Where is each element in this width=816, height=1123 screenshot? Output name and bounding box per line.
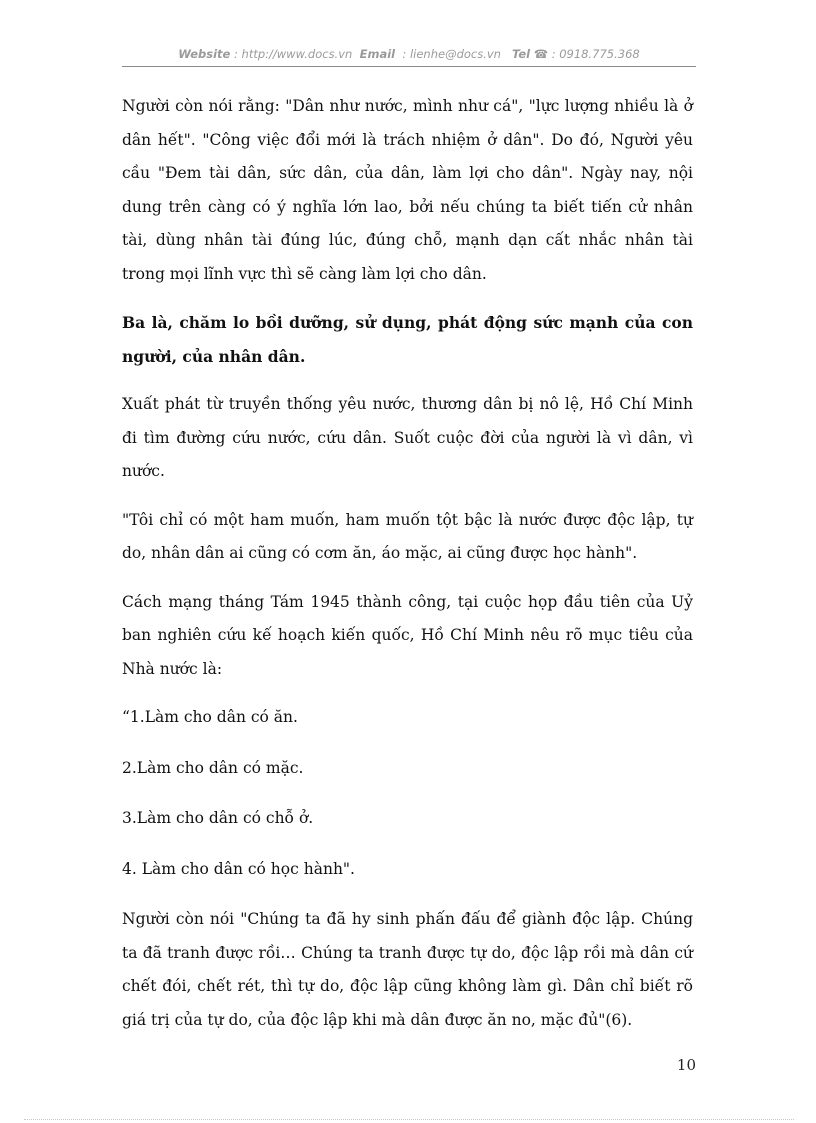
website-value: : http://www.docs.vn	[234, 47, 353, 61]
email-label: Email	[359, 47, 396, 61]
document-body	[122, 90, 693, 1052]
paragraph-2: Xuất phát từ truyền thống yêu nước, thương dân bị nô lệ, Hồ Chí Minh đi tìm đường cứu nước, cứu dân. Suốt cuộc đời của người là vì dân, vì nước.	[122, 395, 693, 480]
header-divider	[122, 66, 696, 67]
section-heading: Ba là, chăm lo bồi dưỡng, sử dụng, phát động sức mạnh của con người, của nhân dân.	[122, 313, 693, 366]
page-number: 10	[676, 1056, 696, 1074]
tel-value: : 0918.775.368	[551, 47, 640, 61]
quote-paragraph: "Tôi chỉ có một ham muốn, ham muốn tột bậc là nước được độc lập, tự do, nhân dân ai cũng có cơm ăn, áo mặc, ai cũng được học hành".	[122, 510, 693, 562]
website-label: Website	[178, 47, 231, 61]
list-item-3: 3.Làm cho dân có chỗ ở.	[122, 809, 314, 827]
paragraph-3: Cách mạng tháng Tám 1945 thành công, tại cuộc họp đầu tiên của Uỷ ban nghiên cứu kế hoạch kiến quốc, Hồ Chí Minh nêu rõ mục tiêu của Nhà nước là:	[122, 592, 693, 678]
tel-label: Tel	[511, 47, 531, 61]
page-bottom-border	[24, 1119, 794, 1120]
page-header	[122, 47, 696, 61]
paragraph-1: Người còn nói rằng: "Dân như nước, mình như cá", "lực lượng nhiều là ở dân hết". "Công việc đổi mới là trách nhiệm ở dân". Do đó, Người yêu cầu "Đem tài dân, sức dân, của dân, làm lợi cho dân". Ngày nay, nội dung trên càng có ý nghĩa lớn lao, bởi nếu chúng ta biết tiến cử nhân tài, dùng nhân tài đúng lúc, đúng chỗ, mạnh dạn cất nhắc nhân tài trong mọi lĩnh vực thì sẽ càng làm lợi cho dân.	[122, 97, 693, 283]
phone-icon: ☎	[533, 47, 549, 61]
list-item-2: 2.Làm cho dân có mặc.	[122, 758, 304, 777]
list-item-1: “1.Làm cho dân có ăn.	[122, 708, 298, 726]
list-item-4: 4. Làm cho dân có học hành".	[122, 859, 355, 878]
paragraph-4: Người còn nói "Chúng ta đã hy sinh phấn đấu để giành độc lập. Chúng ta đã tranh được rồi… Chúng ta tranh được tự do, độc lập rồi mà dân cứ chết đói, chết rét, thì tự do, độc lập cũng không làm gì. Dân chỉ biết rõ giá trị của tự do, của độc lập khi mà dân được ăn no, mặc đủ"(6).	[122, 910, 693, 1029]
email-value: : lienhe@docs.vn	[402, 47, 501, 61]
